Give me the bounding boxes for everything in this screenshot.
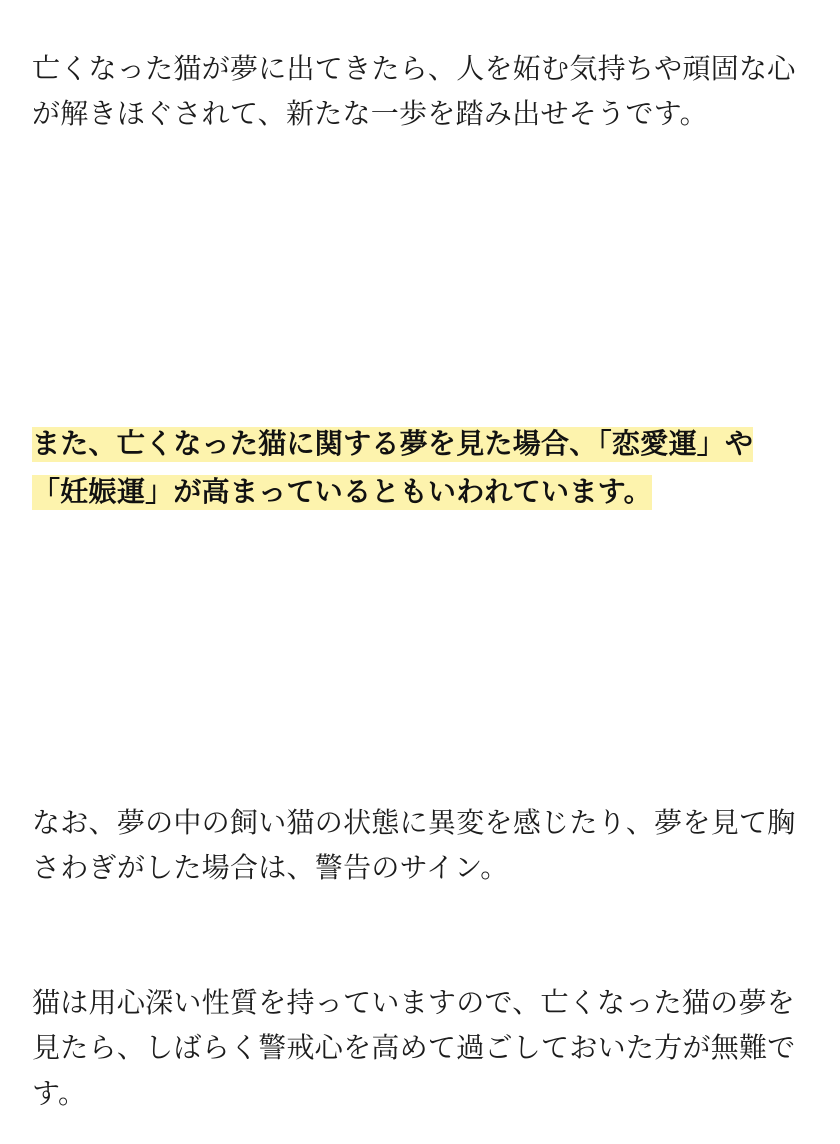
paragraph-block-1 [32, 18, 808, 165]
highlighted-paragraph [32, 420, 808, 516]
paragraph-text: 亡くなった猫が夢に出てきたら、人を妬む気持ちや頑固な心が解きほぐされて、新たな一歩を踏み出せそうです。 [32, 53, 796, 130]
paragraph-block-4 [32, 952, 808, 1144]
paragraph-block-2-highlighted [32, 392, 808, 544]
paragraph-block-3 [32, 772, 808, 919]
paragraph-text: 猫は用心深い性質を持っていますので、亡くなった猫の夢を見たら、しばらく警戒心を高めて過ごしておいた方が無難です。 [32, 987, 796, 1109]
paragraph-text: なお、夢の中の飼い猫の状態に異変を感じたり、夢を見て胸さわぎがした場合は、警告のサイン。 [32, 807, 796, 884]
highlight-marker: また、亡くなった猫に関する夢を見た場合、「恋愛運」や「妊娠運」が高まっているともいわれています。 [32, 427, 753, 510]
